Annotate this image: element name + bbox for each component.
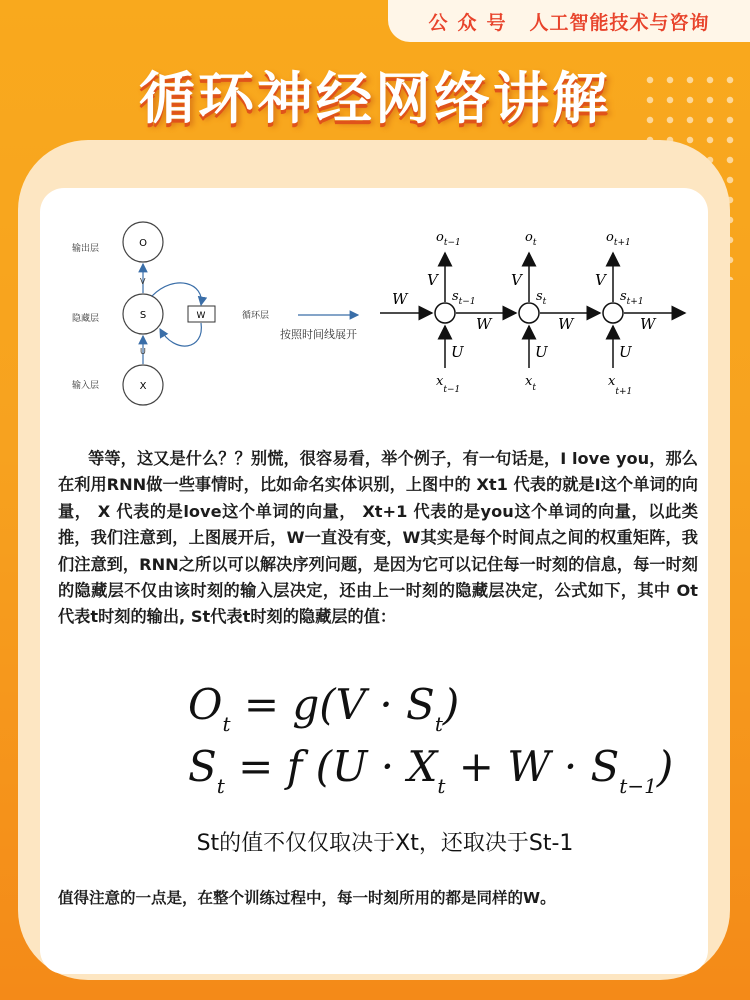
step3-o-sub: t+1: [613, 238, 631, 248]
folded-rnn: [72, 222, 215, 405]
output-node-label: O: [139, 238, 147, 249]
step1-hidden-node: [435, 303, 455, 323]
step1-o-sub: t−1: [443, 238, 461, 248]
step2-x: x: [525, 374, 533, 389]
step3-s-sub: t+1: [626, 297, 644, 307]
step3-u-label: U: [619, 343, 632, 361]
step1-x-sub: t−1: [443, 385, 461, 395]
svg-text:st: [536, 289, 547, 307]
svg-text:st+1: [620, 289, 644, 307]
step3-o: o: [606, 230, 614, 245]
step2-v-label: V: [511, 271, 522, 289]
svg-text:ot: [525, 230, 537, 248]
formula-caption: St的值不仅仅取决于Xt，还取决于St-1: [196, 831, 574, 856]
svg-text:ot−1: [436, 230, 461, 248]
formula1-lhs: O: [188, 680, 223, 729]
svg-text:st−1: [452, 289, 476, 307]
account-name: 人工智能技术与咨询: [529, 11, 710, 34]
step2-hidden-node: [519, 303, 539, 323]
step3-s: s: [620, 289, 627, 304]
step3-x: x: [608, 374, 616, 389]
unfolded-rnn: [380, 230, 685, 397]
formula1-rhs: = g(V · S: [230, 680, 435, 729]
step3-x-sub: t+1: [615, 387, 633, 397]
w-label-1: W: [476, 315, 492, 333]
v-label-left: V: [140, 277, 146, 286]
formula2-lhs: S: [188, 742, 217, 791]
unfold-label: 按照时间线展开: [280, 328, 357, 341]
w-label-2: W: [558, 315, 574, 333]
formula2-end: ): [656, 742, 674, 791]
formula1-rhs-sub: t: [434, 712, 443, 736]
hidden-state-formula: [188, 742, 674, 802]
input-layer-label: 输入层: [72, 381, 100, 391]
formula2-mid-sub: t−1: [619, 774, 657, 798]
step1-u-label: U: [451, 343, 464, 361]
page-title: 循环神经网络讲解: [139, 67, 611, 132]
formula2-lhs-sub: t: [216, 774, 225, 798]
step3-v-label: V: [595, 271, 606, 289]
step2-u-label: U: [535, 343, 548, 361]
w-box-label: W: [196, 311, 206, 321]
formula2-mid: + W · S: [445, 742, 620, 791]
step2-s-sub: t: [542, 297, 547, 307]
account-label: 公众号: [428, 11, 516, 34]
hidden-layer-label: 隐藏层: [72, 314, 100, 324]
step1-x: x: [436, 374, 444, 389]
hidden-node-label: S: [139, 310, 147, 321]
rnn-diagram: [40, 205, 708, 420]
formula1-end: ): [442, 680, 460, 729]
step1-s-sub: t−1: [458, 297, 476, 307]
closing-note: 值得注意的一点是，在整个训练过程中，每一时刻所用的都是同样的W。: [58, 889, 556, 907]
step2-o: o: [525, 230, 533, 245]
formula1-lhs-sub: t: [222, 712, 231, 736]
step2-s: s: [536, 289, 543, 304]
step1-s: s: [452, 289, 459, 304]
step1-o: o: [436, 230, 444, 245]
step2-o-sub: t: [532, 238, 537, 248]
u-label-left: U: [140, 347, 146, 356]
formula2-rhs-sub: t: [437, 774, 446, 798]
input-node-label: X: [139, 381, 147, 392]
step2-x-sub: t: [532, 383, 536, 393]
output-formula: [188, 680, 608, 740]
account-tab: [388, 0, 750, 42]
w-out-label: W: [640, 315, 656, 333]
svg-text:xt−1: [436, 374, 460, 395]
svg-text:ot+1: [606, 230, 631, 248]
svg-text:xt: [525, 374, 536, 393]
step1-v-label: V: [427, 271, 438, 289]
loop-layer-label: 循环层: [242, 311, 270, 321]
explanation-paragraph: 等等，这又是什么？？别慌，很容易看，举个例子，有一句话是，I love you，那么在利用RNN做一些事情时，比如命名实体识别，上图中的 Xt1 代表的就是I这个单词的向量， X 代表的是love这个单词的向量， Xt+1 代表的是you这个单词的向量，以此类推，我们注意到，上图展开后，W一直没有变，W其实是每个时间点之间的权重矩阵，我们注意到，RNN之所以可以解决序列问题，是因为它可以记住每一时刻的信息，每一时刻的隐藏层不仅由该时刻的输入层决定，还由上一时刻的隐藏层决定，公式如下，其中 Ot 代表t时刻的输出, St代表t时刻的隐藏层的值：: [58, 449, 698, 627]
formula2-rhs: = f (U · X: [224, 742, 438, 791]
svg-text:xt+1: [608, 374, 632, 397]
output-layer-label: 输出层: [72, 244, 100, 254]
step3-hidden-node: [603, 303, 623, 323]
w-in-label: W: [392, 290, 408, 308]
